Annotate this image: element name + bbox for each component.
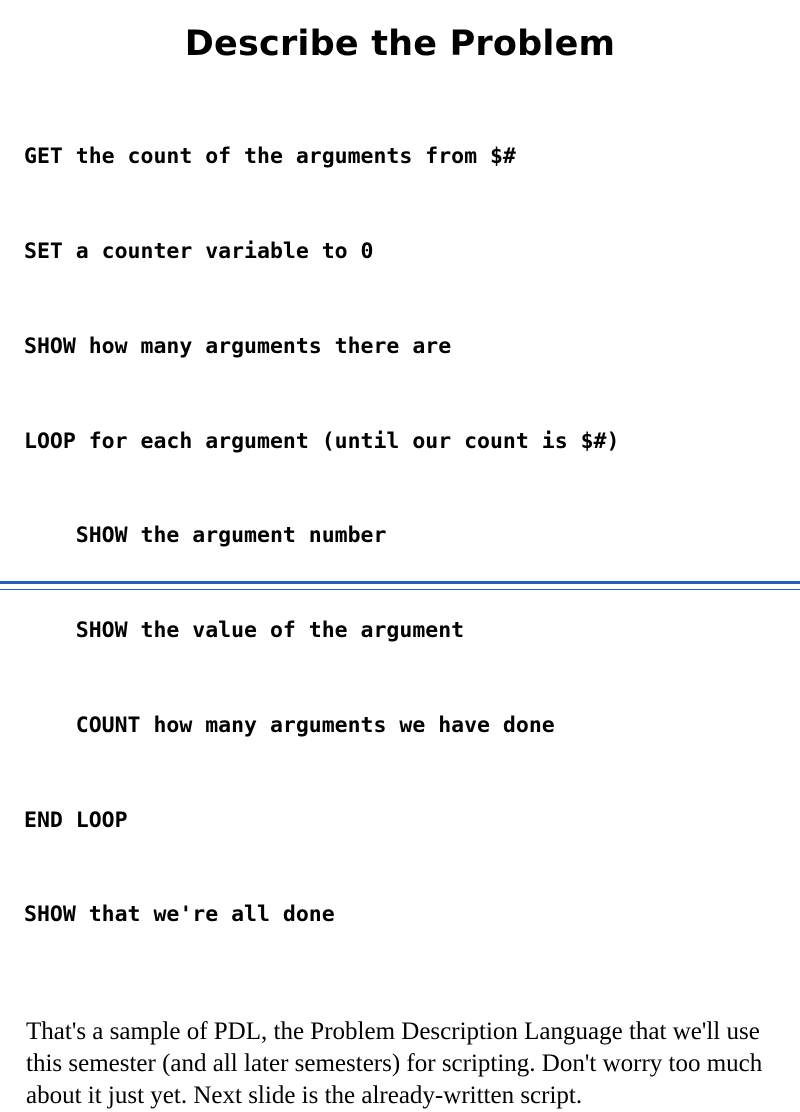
pdl-line: GET the count of the arguments from $# <box>24 144 516 170</box>
pdl-line: SET a counter variable to 0 <box>24 238 374 264</box>
pdl-line: SHOW how many arguments there are <box>24 333 452 359</box>
pdl-line: LOOP for each argument (until our count is $#) <box>24 428 620 454</box>
pdl-line: END LOOP <box>24 807 128 833</box>
pdl-line: SHOW the value of the argument <box>24 618 465 644</box>
page-title: Describe the Problem <box>184 24 616 64</box>
pdl-code-block <box>24 78 800 994</box>
pdl-line: SHOW the argument number <box>24 523 387 549</box>
body-paragraph: That's a sample of PDL, the Problem Description Language that we'll use this semester (and all later semesters) for scripting. Don't worry too much about it just yet. Next slide is the already-written script. <box>26 1018 763 1110</box>
pdl-line: COUNT how many arguments we have done <box>24 712 555 738</box>
footer-accent-rule-thin <box>0 589 800 590</box>
pdl-line: SHOW that we're all done <box>24 902 335 928</box>
footer-accent-rule <box>0 581 800 584</box>
